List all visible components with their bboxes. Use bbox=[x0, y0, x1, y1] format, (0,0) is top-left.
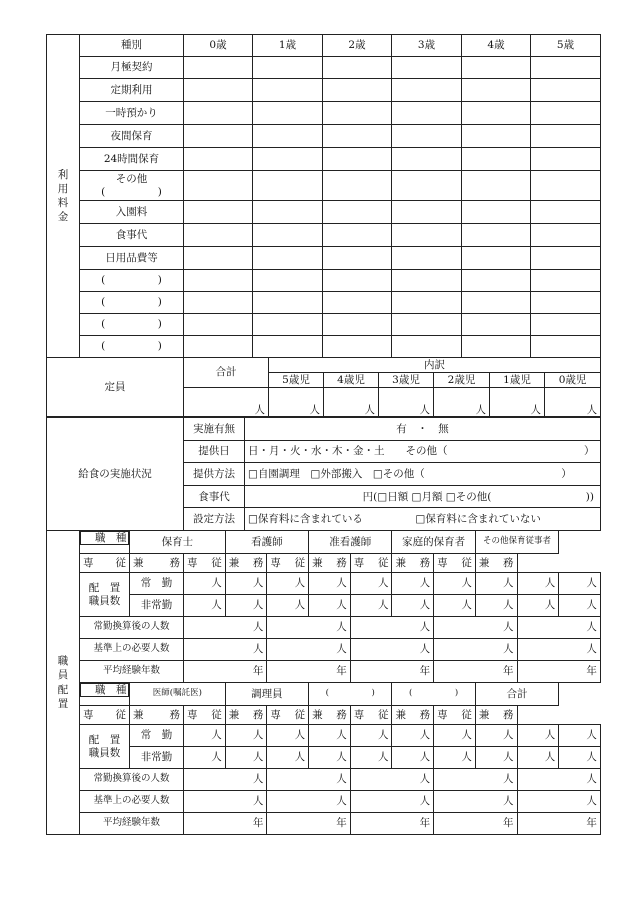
staff-input-cell[interactable]: 人 bbox=[517, 639, 600, 661]
staff-sen-header: 専 従 bbox=[350, 706, 392, 725]
staff-input-cell[interactable]: 人 bbox=[559, 573, 601, 595]
fee-row-label: その他 ( ) bbox=[80, 171, 184, 201]
staff-kind-header: 看護師 bbox=[225, 531, 308, 554]
staff-ken-header: 兼 務 bbox=[309, 706, 351, 725]
fee-input-cell[interactable] bbox=[462, 102, 531, 125]
staff-input-cell[interactable]: 人 bbox=[559, 595, 601, 617]
staff-ken-header: 兼 務 bbox=[309, 554, 351, 573]
fee-input-cell[interactable] bbox=[184, 57, 253, 79]
staff-input-cell[interactable]: 人 bbox=[517, 617, 600, 639]
staff-input-cell[interactable]: 人 bbox=[517, 791, 600, 813]
staff-input-cell[interactable]: 人 bbox=[267, 639, 350, 661]
fee-input-cell[interactable] bbox=[253, 314, 323, 336]
staff-input-cell[interactable]: 年 bbox=[517, 661, 600, 683]
staff-input-cell[interactable]: 年 bbox=[267, 813, 350, 835]
fee-input-cell[interactable] bbox=[531, 224, 601, 247]
fee-input-cell[interactable] bbox=[323, 79, 392, 102]
meal-row-value[interactable]: 日・月・火・水・木・金・土 その他（ ） bbox=[245, 440, 601, 463]
fee-input-cell[interactable] bbox=[184, 201, 253, 224]
fee-age-header: 1歳 bbox=[253, 35, 323, 57]
fee-input-cell[interactable] bbox=[323, 336, 392, 358]
capacity-age-header: 1歳児 bbox=[490, 373, 545, 388]
staff-kind-label: 職 種 bbox=[80, 531, 129, 545]
staff-input-cell[interactable]: 人 bbox=[309, 573, 351, 595]
fee-input-cell[interactable] bbox=[462, 270, 531, 292]
fee-input-cell[interactable] bbox=[392, 171, 462, 201]
staff-row-label: 平均経験年数 bbox=[80, 661, 184, 683]
staff-input-cell[interactable]: 年 bbox=[267, 661, 350, 683]
fee-input-cell[interactable] bbox=[531, 247, 601, 270]
fee-input-cell[interactable] bbox=[531, 336, 601, 358]
staff-kind-header: 保育士 bbox=[130, 531, 226, 554]
staff-row-label: 平均経験年数 bbox=[80, 813, 184, 835]
fee-age-header: 5歳 bbox=[531, 35, 601, 57]
staff-input-cell[interactable]: 人 bbox=[184, 725, 226, 747]
fee-row-label: 夜間保育 bbox=[80, 125, 184, 148]
fee-input-cell[interactable] bbox=[392, 224, 462, 247]
staff-input-cell[interactable]: 人 bbox=[184, 769, 267, 791]
fee-input-cell[interactable] bbox=[184, 102, 253, 125]
staff-sen-header: 専 従 bbox=[267, 706, 309, 725]
fee-input-cell[interactable] bbox=[531, 314, 601, 336]
staff-input-cell[interactable]: 人 bbox=[309, 747, 351, 769]
capacity-input-cell[interactable]: 人 bbox=[545, 388, 601, 417]
staff-input-cell[interactable]: 人 bbox=[267, 725, 309, 747]
meal-row-value[interactable]: □自園調理 □外部搬入 □その他（ ） bbox=[245, 463, 601, 486]
fee-row-label: 入園料 bbox=[80, 201, 184, 224]
fee-input-cell[interactable] bbox=[323, 102, 392, 125]
fee-input-cell[interactable] bbox=[184, 270, 253, 292]
staff-input-cell[interactable]: 人 bbox=[475, 747, 517, 769]
meal-row-value[interactable]: 有 ・ 無 bbox=[245, 418, 601, 441]
fee-input-cell[interactable] bbox=[253, 125, 323, 148]
fee-input-cell[interactable] bbox=[392, 314, 462, 336]
fee-input-cell[interactable] bbox=[323, 292, 392, 314]
fee-input-cell[interactable] bbox=[462, 171, 531, 201]
fee-input-cell[interactable] bbox=[253, 336, 323, 358]
fee-input-cell[interactable] bbox=[253, 224, 323, 247]
fee-input-cell[interactable] bbox=[531, 148, 601, 171]
fee-row-label: 定期利用 bbox=[80, 79, 184, 102]
fee-input-cell[interactable] bbox=[392, 247, 462, 270]
staff-kind-header: 合計 bbox=[475, 683, 558, 706]
staff-input-cell[interactable]: 人 bbox=[434, 617, 517, 639]
fee-input-cell[interactable] bbox=[323, 171, 392, 201]
meal-row-key: 実施有無 bbox=[184, 418, 245, 441]
staff-joukin-label: 常 勤 bbox=[130, 573, 184, 595]
staff-ken-header: 兼 務 bbox=[225, 706, 267, 725]
fee-input-cell[interactable] bbox=[323, 201, 392, 224]
staff-input-cell[interactable]: 年 bbox=[184, 661, 267, 683]
staff-table bbox=[46, 530, 601, 835]
staff-kind-header: 家庭的保育者 bbox=[392, 531, 475, 554]
staff-input-cell[interactable]: 人 bbox=[434, 639, 517, 661]
staff-input-cell[interactable]: 人 bbox=[392, 747, 434, 769]
staff-sen-header: 専 従 bbox=[80, 554, 130, 573]
capacity-input-cell[interactable]: 人 bbox=[379, 388, 434, 417]
staff-input-cell[interactable]: 人 bbox=[350, 573, 392, 595]
staff-input-cell[interactable]: 年 bbox=[350, 813, 433, 835]
fee-input-cell[interactable] bbox=[323, 148, 392, 171]
staff-sen-header: 専 従 bbox=[267, 554, 309, 573]
fee-row-label: 24時間保育 bbox=[80, 148, 184, 171]
staff-row-label: 常勤換算後の人数 bbox=[80, 769, 184, 791]
fee-table bbox=[46, 34, 601, 358]
staff-input-cell[interactable]: 人 bbox=[475, 595, 517, 617]
staff-input-cell[interactable]: 人 bbox=[184, 747, 226, 769]
fee-input-cell[interactable] bbox=[531, 79, 601, 102]
staff-row-label: 基準上の必要人数 bbox=[80, 639, 184, 661]
staff-ken-header: 兼 務 bbox=[392, 554, 434, 573]
staff-input-cell[interactable]: 人 bbox=[392, 573, 434, 595]
fee-row-label: 食事代 bbox=[80, 224, 184, 247]
fee-type-header: 種別 bbox=[80, 35, 184, 57]
staff-sen-header: 専 従 bbox=[434, 554, 476, 573]
staff-ken-header: 兼 務 bbox=[130, 706, 184, 725]
fee-input-cell[interactable] bbox=[253, 79, 323, 102]
staff-input-cell[interactable]: 人 bbox=[559, 747, 601, 769]
staff-input-cell[interactable]: 人 bbox=[350, 639, 433, 661]
fee-row-label: 日用品費等 bbox=[80, 247, 184, 270]
staff-input-cell[interactable]: 人 bbox=[517, 573, 559, 595]
staff-input-cell[interactable]: 人 bbox=[184, 791, 267, 813]
staff-input-cell[interactable]: 人 bbox=[267, 617, 350, 639]
staff-input-cell[interactable]: 人 bbox=[309, 725, 351, 747]
fee-input-cell[interactable] bbox=[184, 336, 253, 358]
fee-input-cell[interactable] bbox=[184, 247, 253, 270]
capacity-input-cell[interactable]: 人 bbox=[184, 388, 269, 417]
staff-placement-label: 配 置 職員数 bbox=[80, 725, 130, 769]
fee-input-cell[interactable] bbox=[253, 270, 323, 292]
staff-sen-header: 専 従 bbox=[350, 554, 392, 573]
staff-input-cell[interactable]: 人 bbox=[267, 595, 309, 617]
staff-joukin-label: 常 勤 bbox=[130, 725, 184, 747]
fee-input-cell[interactable] bbox=[323, 224, 392, 247]
staff-input-cell[interactable]: 人 bbox=[225, 573, 267, 595]
staff-input-cell[interactable]: 人 bbox=[184, 595, 226, 617]
fee-input-cell[interactable] bbox=[392, 292, 462, 314]
staff-kind-header: その他保育従事者 bbox=[475, 531, 558, 554]
staff-input-cell[interactable]: 人 bbox=[225, 725, 267, 747]
staff-input-cell[interactable]: 人 bbox=[350, 617, 433, 639]
staff-input-cell[interactable]: 人 bbox=[475, 573, 517, 595]
fee-input-cell[interactable] bbox=[531, 292, 601, 314]
staff-input-cell[interactable]: 人 bbox=[392, 595, 434, 617]
staff-sen-header: 専 従 bbox=[184, 554, 226, 573]
fee-input-cell[interactable] bbox=[462, 57, 531, 79]
fee-input-cell[interactable] bbox=[323, 247, 392, 270]
fee-input-cell[interactable] bbox=[253, 201, 323, 224]
staff-sen-header: 専 従 bbox=[434, 706, 476, 725]
fee-input-cell[interactable] bbox=[323, 270, 392, 292]
fee-input-cell[interactable] bbox=[392, 102, 462, 125]
staff-input-cell[interactable]: 人 bbox=[267, 747, 309, 769]
fee-input-cell[interactable] bbox=[323, 57, 392, 79]
staff-input-cell[interactable]: 人 bbox=[267, 769, 350, 791]
meal-row-key: 食事代 bbox=[184, 485, 245, 508]
capacity-age-header: 4歳児 bbox=[324, 373, 379, 388]
staff-input-cell[interactable]: 年 bbox=[350, 661, 433, 683]
capacity-age-header: 5歳児 bbox=[269, 373, 324, 388]
fee-input-cell[interactable] bbox=[253, 57, 323, 79]
staff-input-cell[interactable]: 人 bbox=[350, 747, 392, 769]
fee-input-cell[interactable] bbox=[184, 125, 253, 148]
staff-section-label: 職 員 配 置 bbox=[47, 531, 80, 835]
staff-input-cell[interactable]: 人 bbox=[517, 595, 559, 617]
fee-input-cell[interactable] bbox=[531, 201, 601, 224]
capacity-input-cell[interactable]: 人 bbox=[434, 388, 490, 417]
staff-input-cell[interactable]: 人 bbox=[184, 639, 267, 661]
fee-age-header: 4歳 bbox=[462, 35, 531, 57]
meal-label: 給食の実施状況 bbox=[47, 418, 184, 531]
fee-input-cell[interactable] bbox=[392, 201, 462, 224]
fee-input-cell[interactable] bbox=[253, 247, 323, 270]
capacity-age-header: 0歳児 bbox=[545, 373, 601, 388]
fee-row-label: ( ) bbox=[80, 336, 184, 358]
staff-kind-header: 調理員 bbox=[225, 683, 308, 706]
fee-input-cell[interactable] bbox=[392, 270, 462, 292]
staff-hijoukin-label: 非常勤 bbox=[130, 595, 184, 617]
staff-ken-header: 兼 務 bbox=[392, 706, 434, 725]
fee-row-label: ( ) bbox=[80, 292, 184, 314]
fee-input-cell[interactable] bbox=[392, 125, 462, 148]
staff-hijoukin-label: 非常勤 bbox=[130, 747, 184, 769]
capacity-input-cell[interactable]: 人 bbox=[269, 388, 324, 417]
staff-input-cell[interactable]: 人 bbox=[267, 573, 309, 595]
fee-input-cell[interactable] bbox=[531, 270, 601, 292]
fee-age-header: 2歳 bbox=[323, 35, 392, 57]
fee-input-cell[interactable] bbox=[392, 336, 462, 358]
fee-input-cell[interactable] bbox=[184, 292, 253, 314]
fee-input-cell[interactable] bbox=[184, 171, 253, 201]
meal-row-key: 提供方法 bbox=[184, 463, 245, 486]
fee-input-cell[interactable] bbox=[462, 79, 531, 102]
staff-input-cell[interactable]: 人 bbox=[184, 573, 226, 595]
fee-input-cell[interactable] bbox=[462, 292, 531, 314]
fee-input-cell[interactable] bbox=[462, 336, 531, 358]
capacity-total-header: 合計 bbox=[184, 358, 269, 388]
fee-input-cell[interactable] bbox=[462, 148, 531, 171]
fee-input-cell[interactable] bbox=[462, 224, 531, 247]
staff-ken-header: 兼 務 bbox=[130, 554, 184, 573]
staff-placement-label: 配 置 職員数 bbox=[80, 573, 130, 617]
staff-input-cell[interactable]: 人 bbox=[517, 725, 559, 747]
staff-input-cell[interactable]: 人 bbox=[225, 747, 267, 769]
fee-input-cell[interactable] bbox=[462, 125, 531, 148]
staff-input-cell[interactable]: 人 bbox=[392, 725, 434, 747]
fee-age-header: 0歳 bbox=[184, 35, 253, 57]
fee-input-cell[interactable] bbox=[392, 57, 462, 79]
fee-input-cell[interactable] bbox=[531, 171, 601, 201]
staff-input-cell[interactable]: 年 bbox=[184, 813, 267, 835]
staff-kind-header: ( ) bbox=[392, 683, 475, 706]
meal-row-value[interactable]: 円(□日額 □月額 □その他( )) bbox=[245, 485, 601, 508]
staff-kind-label: 職 種 bbox=[80, 683, 129, 697]
fee-input-cell[interactable] bbox=[462, 314, 531, 336]
fee-input-cell[interactable] bbox=[323, 125, 392, 148]
meal-row-key: 提供日 bbox=[184, 440, 245, 463]
staff-sen-header: 専 従 bbox=[184, 706, 226, 725]
fee-input-cell[interactable] bbox=[531, 57, 601, 79]
staff-input-cell[interactable]: 人 bbox=[267, 791, 350, 813]
capacity-age-header: 2歳児 bbox=[434, 373, 490, 388]
fee-input-cell[interactable] bbox=[184, 148, 253, 171]
meal-row-key: 設定方法 bbox=[184, 508, 245, 531]
staff-kind-header: 医師(嘱託医) bbox=[130, 683, 226, 706]
staff-input-cell[interactable]: 人 bbox=[350, 791, 433, 813]
staff-input-cell[interactable]: 人 bbox=[475, 725, 517, 747]
staff-row-label: 常勤換算後の人数 bbox=[80, 617, 184, 639]
staff-ken-header: 兼 務 bbox=[225, 554, 267, 573]
staff-input-cell[interactable]: 人 bbox=[434, 747, 476, 769]
fee-input-cell[interactable] bbox=[253, 292, 323, 314]
staff-row-label: 基準上の必要人数 bbox=[80, 791, 184, 813]
staff-input-cell[interactable]: 人 bbox=[517, 747, 559, 769]
staff-kind-header: 准看護師 bbox=[309, 531, 392, 554]
staff-input-cell[interactable]: 人 bbox=[434, 595, 476, 617]
fee-row-label: 一時預かり bbox=[80, 102, 184, 125]
fee-input-cell[interactable] bbox=[323, 314, 392, 336]
fee-section-label: 利 用 料 金 bbox=[47, 35, 80, 358]
staff-input-cell[interactable]: 人 bbox=[517, 769, 600, 791]
staff-input-cell[interactable]: 人 bbox=[350, 595, 392, 617]
staff-ken-header: 兼 務 bbox=[475, 706, 517, 725]
fee-row-label: 月極契約 bbox=[80, 57, 184, 79]
capacity-label: 定員 bbox=[47, 358, 184, 417]
staff-input-cell[interactable]: 人 bbox=[434, 769, 517, 791]
staff-sen-header: 専 従 bbox=[80, 706, 130, 725]
fee-input-cell[interactable] bbox=[184, 314, 253, 336]
fee-row-label: ( ) bbox=[80, 270, 184, 292]
fee-input-cell[interactable] bbox=[253, 148, 323, 171]
staff-input-cell[interactable]: 年 bbox=[434, 661, 517, 683]
capacity-input-cell[interactable]: 人 bbox=[324, 388, 379, 417]
capacity-input-cell[interactable]: 人 bbox=[490, 388, 545, 417]
capacity-age-header: 3歳児 bbox=[379, 373, 434, 388]
fee-input-cell[interactable] bbox=[462, 247, 531, 270]
staff-input-cell[interactable]: 人 bbox=[184, 617, 267, 639]
fee-input-cell[interactable] bbox=[184, 79, 253, 102]
staff-input-cell[interactable]: 人 bbox=[434, 791, 517, 813]
staff-ken-header: 兼 務 bbox=[475, 554, 517, 573]
staff-input-cell[interactable]: 人 bbox=[225, 595, 267, 617]
fee-age-header: 3歳 bbox=[392, 35, 462, 57]
staff-input-cell[interactable]: 人 bbox=[309, 595, 351, 617]
capacity-breakdown-header: 内訳 bbox=[269, 358, 601, 373]
fee-input-cell[interactable] bbox=[462, 201, 531, 224]
staff-input-cell[interactable]: 年 bbox=[517, 813, 600, 835]
fee-input-cell[interactable] bbox=[253, 171, 323, 201]
staff-input-cell[interactable]: 人 bbox=[434, 725, 476, 747]
capacity-table bbox=[46, 357, 601, 417]
staff-kind-header: ( ) bbox=[309, 683, 392, 706]
fee-input-cell[interactable] bbox=[531, 125, 601, 148]
fee-input-cell[interactable] bbox=[531, 102, 601, 125]
staff-input-cell[interactable]: 年 bbox=[434, 813, 517, 835]
fee-input-cell[interactable] bbox=[184, 224, 253, 247]
staff-input-cell[interactable]: 人 bbox=[434, 573, 476, 595]
staff-input-cell[interactable]: 人 bbox=[559, 725, 601, 747]
meal-row-value[interactable]: □保育料に含まれている □保育料に含まれていない bbox=[245, 508, 601, 531]
staff-input-cell[interactable]: 人 bbox=[350, 725, 392, 747]
fee-row-label: ( ) bbox=[80, 314, 184, 336]
fee-input-cell[interactable] bbox=[392, 79, 462, 102]
fee-input-cell[interactable] bbox=[253, 102, 323, 125]
staff-input-cell[interactable]: 人 bbox=[350, 769, 433, 791]
meal-table bbox=[46, 417, 601, 531]
fee-input-cell[interactable] bbox=[392, 148, 462, 171]
